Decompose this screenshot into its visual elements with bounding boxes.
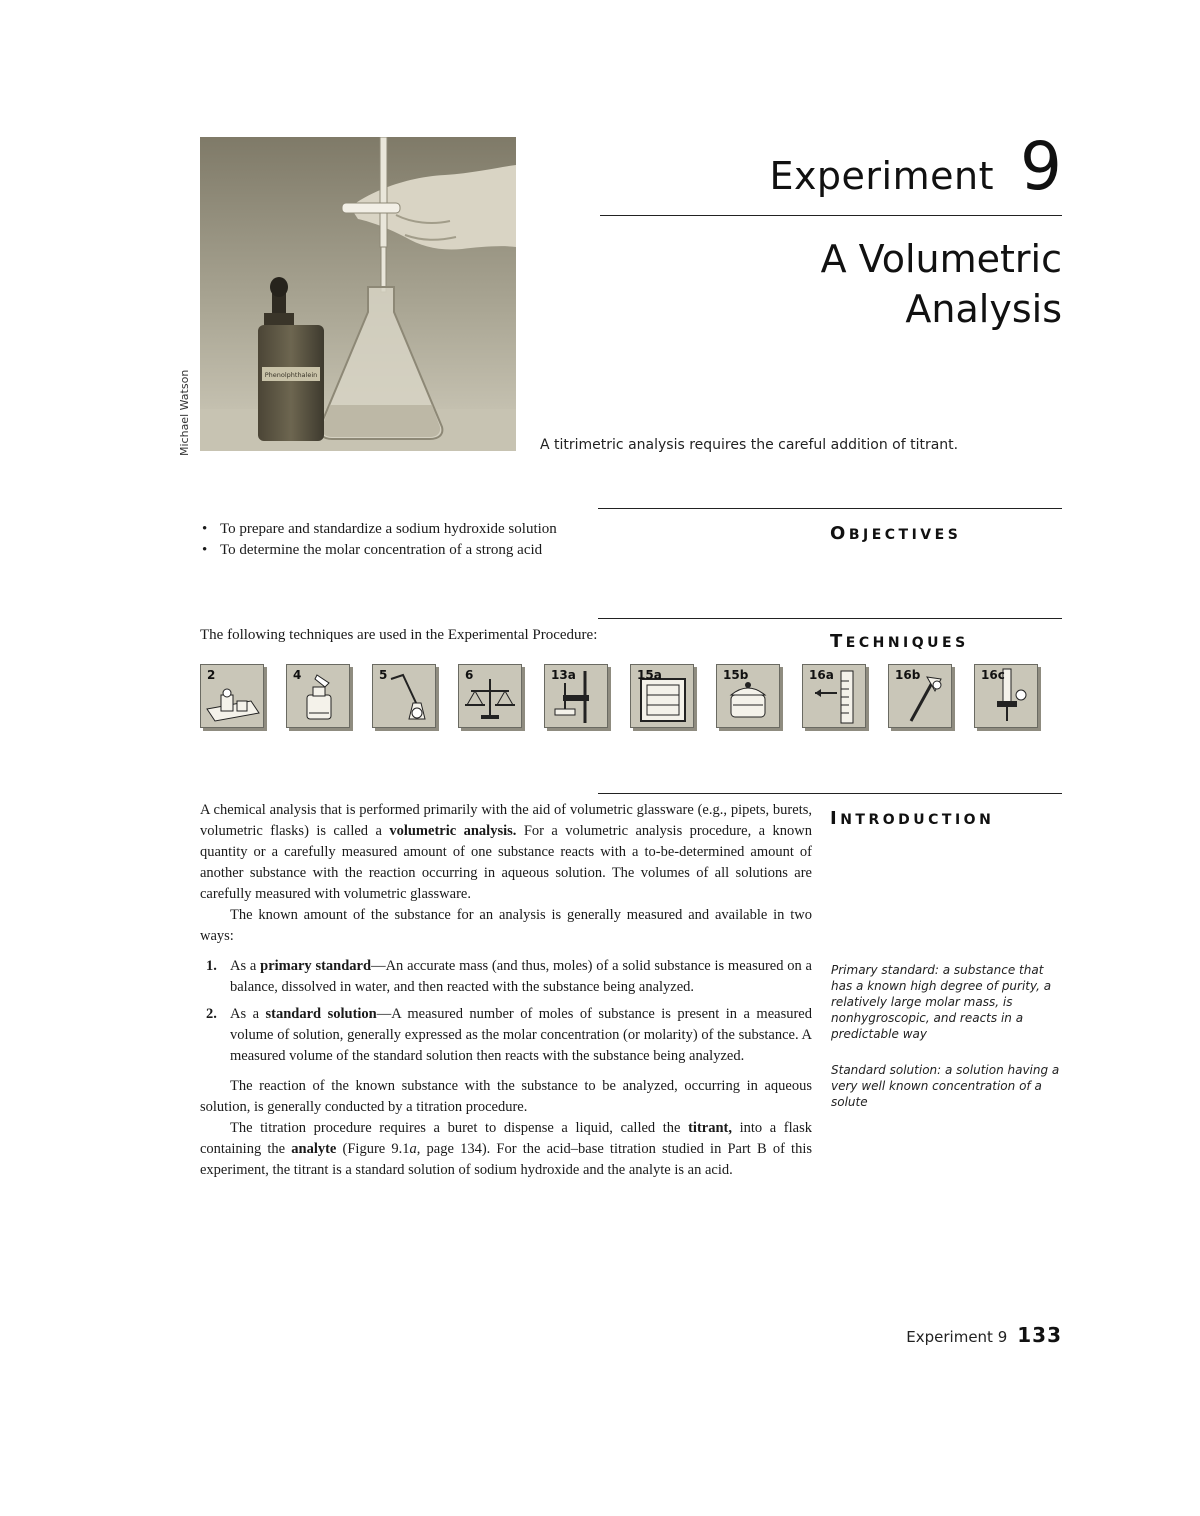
technique-number: 13a: [551, 668, 576, 682]
term-volumetric-analysis: volumetric analysis.: [389, 823, 517, 839]
technique-tile-5[interactable]: [372, 664, 436, 728]
margin-note-standard-solution: Standard solution: a solution having a very well known concentration of a solute: [831, 1063, 1060, 1109]
intro-paragraph-3: The reaction of the known substance with the substance to be analyzed, occurring in aqueous solution, is generally conducted by a titration procedure.: [200, 1078, 812, 1115]
objectives-heading: OBJECTIVES: [830, 523, 962, 544]
objective-item: • To determine the molar concentration of a strong acid: [200, 540, 557, 561]
term-standard-solution: standard solution: [265, 1006, 377, 1022]
technique-tile-4[interactable]: [286, 664, 350, 728]
technique-number: 2: [207, 668, 216, 682]
techniques-heading: TECHNIQUES: [830, 631, 969, 652]
technique-number: 16a: [809, 668, 834, 682]
technique-number: 16c: [981, 668, 1005, 682]
experiment-label: Experiment: [769, 154, 994, 198]
technique-tile-15b[interactable]: [716, 664, 780, 728]
introduction-heading: INTRODUCTION: [830, 808, 995, 829]
technique-number: 4: [293, 668, 302, 682]
technique-number: 5: [379, 668, 388, 682]
technique-icons-row: [200, 664, 1050, 732]
experiment-heading: [600, 128, 1062, 205]
page-footer: [840, 1323, 1062, 1347]
title-divider: [600, 215, 1062, 216]
photo-caption: A titrimetric analysis requires the careful addition of titrant.: [540, 437, 959, 453]
objectives-list: [200, 519, 557, 561]
margin-note-primary-standard: Primary standard: a substance that has a known high degree of purity, a relatively large molar mass, is nonhygroscopic, and reacts in a predictable way: [831, 963, 1052, 1041]
techniques-divider: [598, 618, 1062, 619]
introduction-divider: [598, 793, 1062, 794]
titration-photo-graphic: [200, 137, 516, 451]
term-primary-standard: primary standard: [260, 958, 372, 974]
technique-number: 6: [465, 668, 474, 682]
title-line-1: A Volumetric: [820, 237, 1062, 281]
bottle-label: Phenolphthalein: [264, 371, 318, 379]
term-titrant: titrant,: [688, 1120, 732, 1136]
technique-tile-16b[interactable]: [888, 664, 952, 728]
technique-tile-13a[interactable]: [544, 664, 608, 728]
titration-photo: [200, 137, 516, 451]
list-item: 2. As a standard solution—A measured number of moles of substance is present in a measured volume of solution, generally expressed as the molar concentration (or molarity) of the substance. A measured volume of the standard solution then reacts with the substance being analyzed.: [206, 1006, 812, 1064]
technique-number: 15b: [723, 668, 749, 682]
footer-label: Experiment 9: [906, 1328, 1008, 1346]
title-line-2: Analysis: [905, 287, 1062, 331]
objectives-divider: [598, 508, 1062, 509]
intro-paragraph-2: The known amount of the substance for an analysis is generally measured and available in two ways:: [200, 907, 812, 944]
intro-paragraph-1: A chemical analysis that is performed primarily with the aid of volumetric glassware (e.g., pipets, burets, volumetric flasks) is called a volumetric analysis. For a volumetric analysis procedure, a known quantity or a carefully measured amount of one substance reacts with a to-be-determined amount of another substance with the reaction occurring in aqueous solution. The volumes of all solutions are carefully measured with volumetric glassware.: [200, 802, 812, 902]
standard-methods-list: [200, 956, 812, 1067]
technique-number: 15a: [637, 668, 662, 682]
technique-tile-16c[interactable]: [974, 664, 1038, 728]
technique-tile-15a[interactable]: [630, 664, 694, 728]
techniques-intro: The following techniques are used in the Experimental Procedure:: [200, 627, 598, 643]
technique-tile-6[interactable]: [458, 664, 522, 728]
experiment-title: [600, 234, 1062, 334]
experiment-number: 9: [1020, 128, 1062, 205]
list-item: 1. As a primary standard—An accurate mass (and thus, moles) of a solid substance is measured on a balance, dissolved in water, and then reacted with the substance being analyzed.: [206, 958, 812, 995]
term-analyte: analyte: [291, 1141, 337, 1157]
objective-item: • To prepare and standardize a sodium hydroxide solution: [200, 519, 557, 540]
technique-tile-16a[interactable]: [802, 664, 866, 728]
technique-number: 16b: [895, 668, 921, 682]
intro-paragraph-4: The titration procedure requires a buret to dispense a liquid, called the titrant, into a flask containing the analyte (Figure 9.1a, page 134). For the acid–base titration studied in Part B of this experiment, the titrant is a standard solution of sodium hydroxide and the analyte is an acid.: [200, 1120, 813, 1178]
photo-credit: Michael Watson: [178, 369, 191, 456]
introduction-body: [200, 800, 812, 1181]
technique-tile-2[interactable]: [200, 664, 264, 728]
page-number: 133: [1017, 1323, 1062, 1347]
